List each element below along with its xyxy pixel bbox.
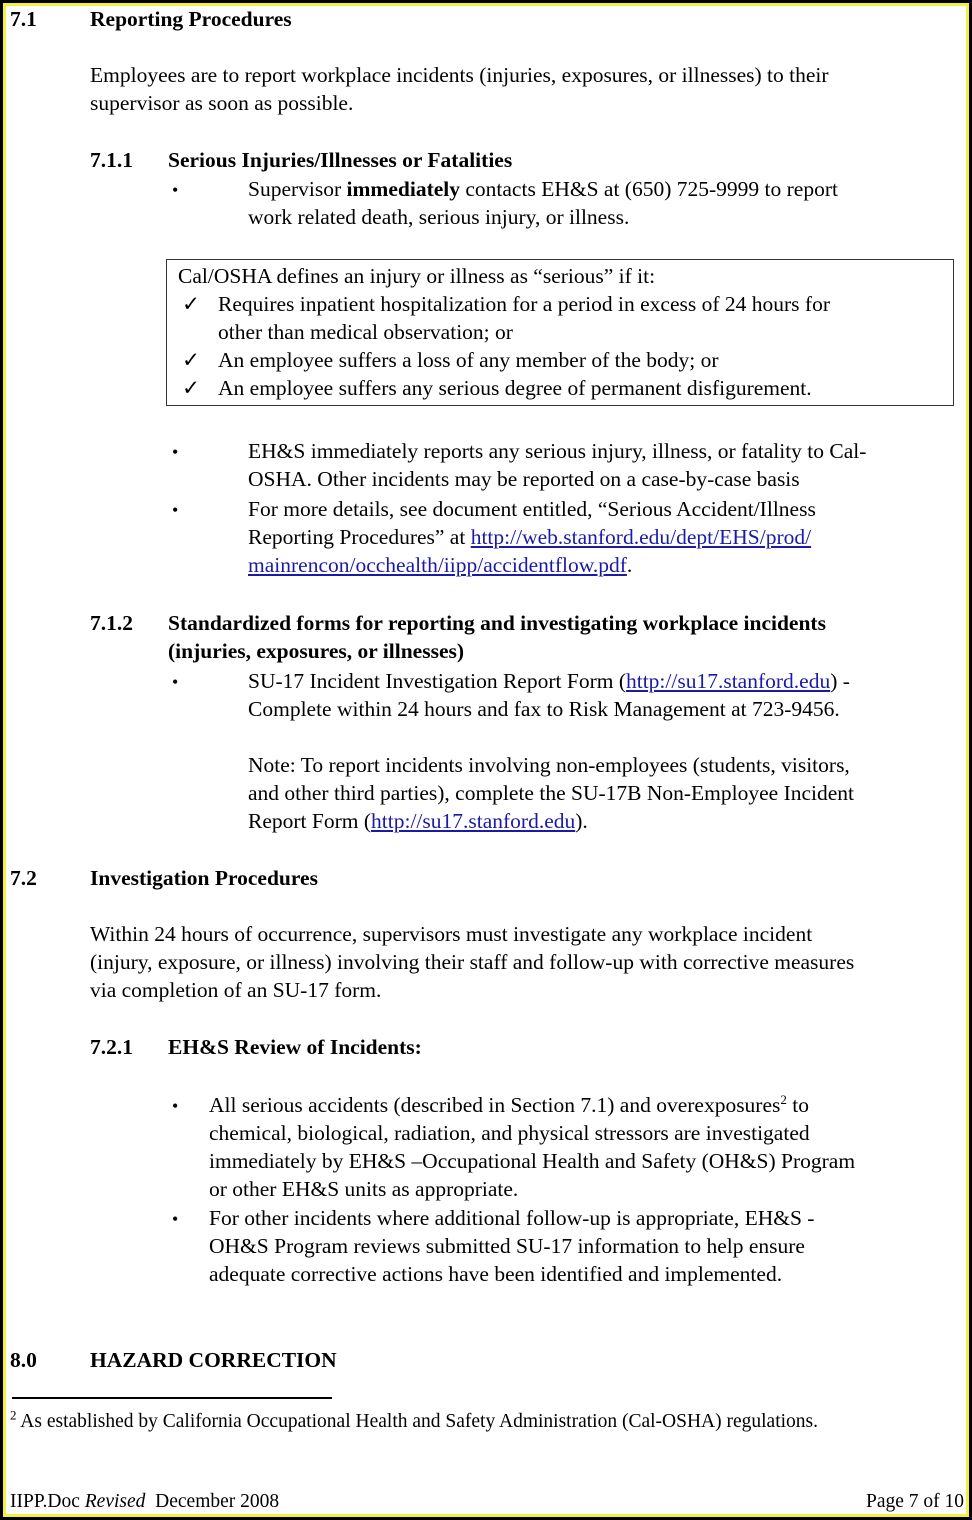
bullet-icon: • <box>172 1096 179 1116</box>
text-span: Report Form ( <box>248 809 372 833</box>
bullet-text-line <box>248 551 632 579</box>
bullet-text-line <box>248 667 850 695</box>
section-7-2-body-line: (injury, exposure, or illness) involving their staff and follow-up with corrective measures <box>90 950 855 974</box>
check-icon: ✓ <box>182 292 201 316</box>
text-span: Reporting Procedures” at <box>248 525 471 549</box>
section-8-0-title: HAZARD CORRECTION <box>90 1348 337 1372</box>
check-icon: ✓ <box>182 376 201 400</box>
bullet-text-line: adequate corrective actions have been identified and implemented. <box>209 1262 783 1286</box>
note-line: and other third parties), complete the SU-17B Non-Employee Incident <box>248 781 855 805</box>
document-page <box>3 3 969 1517</box>
text-span: to <box>786 1093 809 1117</box>
accident-flow-link[interactable]: http://web.stanford.edu/dept/EHS/prod/ <box>470 525 812 549</box>
bullet-text-line: immediately by EH&S –Occupational Health and Safety (OH&S) Program <box>209 1149 856 1173</box>
note-line: Note: To report incidents involving non-employees (students, visitors, <box>248 753 850 777</box>
note-line <box>248 807 588 835</box>
text-span: ) - <box>830 669 850 693</box>
footer-left <box>10 1488 279 1516</box>
footnote-separator <box>12 1397 332 1399</box>
section-7-2-1-title: EH&S Review of Incidents: <box>168 1035 422 1059</box>
text-span: SU-17 Incident Investigation Report Form ( <box>248 669 626 693</box>
serious-definition-box <box>166 259 954 406</box>
box-heading: Cal/OSHA defines an injury or illness as “serious” if it: <box>178 264 656 288</box>
bullet-icon: • <box>172 500 179 520</box>
footer-date: December 2008 <box>145 1491 280 1512</box>
footnote-mark: 2 <box>10 1407 17 1423</box>
text-span: . <box>626 553 633 577</box>
section-7-1-number: 7.1 <box>10 7 37 31</box>
bullet-text-line <box>248 523 811 551</box>
text-span: ). <box>575 809 588 833</box>
bullet-icon: • <box>172 442 179 462</box>
bullet-icon: • <box>172 180 179 200</box>
section-7-2-title: Investigation Procedures <box>90 866 318 890</box>
footnote-text: As established by California Occupational Health and Safety Administration (Cal-OSHA) regulations. <box>16 1411 818 1432</box>
section-7-1-2-title-cont: (injuries, exposures, or illnesses) <box>168 639 465 663</box>
bullet-text-line: or other EH&S units as appropriate. <box>209 1177 519 1201</box>
section-7-1-title: Reporting Procedures <box>90 7 292 31</box>
text-span: contacts EH&S at (650) 725-9999 to report <box>460 177 838 201</box>
check-icon: ✓ <box>182 348 201 372</box>
section-7-2-number: 7.2 <box>10 866 37 890</box>
bullet-text-line: EH&S immediately reports any serious injury, illness, or fatality to Cal- <box>248 439 867 463</box>
box-item-line: An employee suffers any serious degree of permanent disfigurement. <box>218 376 812 400</box>
box-item-line: Requires inpatient hospitalization for a period in excess of 24 hours for <box>218 292 830 316</box>
su17b-link[interactable]: http://su17.stanford.edu <box>371 809 576 833</box>
bullet-text-line: For more details, see document entitled, “Serious Accident/Illness <box>248 497 816 521</box>
section-7-1-intro-line: Employees are to report workplace incidents (injuries, exposures, or illnesses) to their <box>90 63 829 87</box>
footer-doc-name: IIPP.Doc <box>10 1491 85 1512</box>
bullet-text-line: For other incidents where additional follow-up is appropriate, EH&S - <box>209 1206 815 1230</box>
box-item-line: An employee suffers a loss of any member of the body; or <box>218 348 719 372</box>
section-7-1-1-number: 7.1.1 <box>90 148 133 172</box>
section-7-2-body-line: Within 24 hours of occurrence, supervisors must investigate any workplace incident <box>90 922 813 946</box>
bullet-text-line <box>209 1091 809 1119</box>
footnote-ref: 2 <box>780 1091 787 1107</box>
section-7-1-2-title: Standardized forms for reporting and investigating workplace incidents <box>168 611 826 635</box>
box-item-line: other than medical observation; or <box>218 320 513 344</box>
section-8-0-number: 8.0 <box>10 1348 37 1372</box>
bullet-icon: • <box>172 1209 179 1229</box>
section-7-2-body-line: via completion of an SU-17 form. <box>90 978 382 1002</box>
text-span: Supervisor <box>248 177 347 201</box>
text-span: All serious accidents (described in Section 7.1) and overexposures <box>209 1093 781 1117</box>
bullet-text-line: OH&S Program reviews submitted SU-17 information to help ensure <box>209 1234 805 1258</box>
section-7-2-1-number: 7.2.1 <box>90 1035 133 1059</box>
bullet-text-line: OSHA. Other incidents may be reported on a case-by-case basis <box>248 467 800 491</box>
section-7-1-2-number: 7.1.2 <box>90 611 133 635</box>
footer-page-number: Page 7 of 10 <box>865 1491 964 1512</box>
bullet-text-line: Complete within 24 hours and fax to Risk Management at 723-9456. <box>248 697 840 721</box>
bullet-text-line: work related death, serious injury, or illness. <box>248 205 630 229</box>
bullet-text-line: chemical, biological, radiation, and physical stressors are investigated <box>209 1121 810 1145</box>
bullet-text <box>248 175 838 203</box>
footnote <box>10 1408 818 1436</box>
accident-flow-link-cont[interactable]: mainrencon/occhealth/iipp/accidentflow.pdf <box>248 553 627 577</box>
section-7-1-intro-line: supervisor as soon as possible. <box>90 91 354 115</box>
section-7-1-1-title: Serious Injuries/Illnesses or Fatalities <box>168 148 513 172</box>
footer-revised: Revised <box>84 1491 146 1512</box>
emphasis-text: immediately <box>346 177 460 201</box>
su17-link[interactable]: http://su17.stanford.edu <box>625 669 831 693</box>
bullet-icon: • <box>172 672 179 692</box>
